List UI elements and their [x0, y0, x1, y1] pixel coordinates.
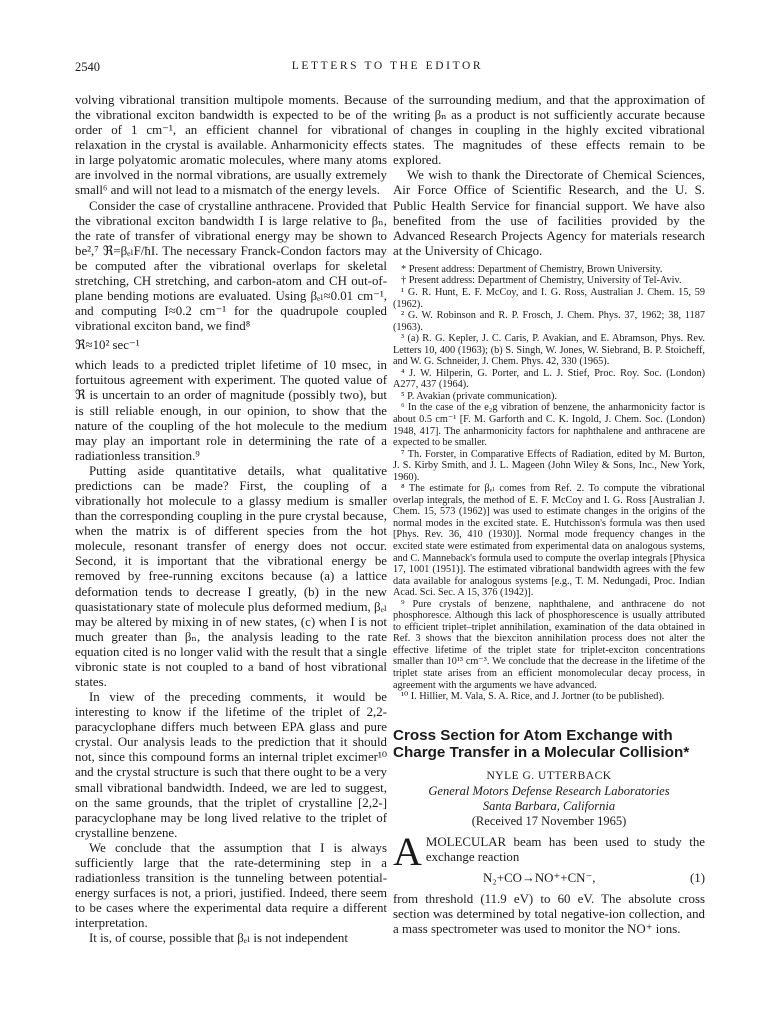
left-column — [75, 93, 387, 946]
page-number: 2540 — [75, 60, 100, 74]
paragraph: Consider the case of crystalline anthracene. Provided that the vibrational exciton bandwidth I is large relative to βₙ, the rate of transfer of vibrational energy may be shown to be²,⁷ ℜ=βₑₗF/ħI. The necessary Franck-Condon factors may be computed after the vibrational overlaps for skeletal stretching, CH stretching, and carbon-atom and CH out-of-plane bending motions are evaluated. Using βₑₗ≈0.01 cm⁻¹, and computing I≈0.2 cm⁻¹ for the quadrupole coupled vibrational exciton band, we find⁸ — [75, 198, 387, 334]
right-column — [393, 93, 705, 937]
footnote: ⁶ In the case of the e₂g vibration of benzene, the anharmonicity factor is about 0.5 cm⁻¹ [F. M. Garforth and C. K. Ingold, J. Chem. Soc. (London) 1948, 417]. The anharmonicity factors for naphthalene and anthracene are expected to be smaller. — [393, 402, 705, 449]
received-date: (Received 17 November 1965) — [471, 813, 627, 828]
footnote: ⁵ P. Avakian (private communication). — [401, 390, 557, 402]
page-header — [75, 60, 700, 76]
footnotes — [393, 264, 705, 703]
article-body: from threshold (11.9 eV) to 60 eV. The absolute cross section was determined by total negative-ion collection, and a mass spectrometer was used to monitor the NO⁺ ions. — [393, 891, 705, 936]
paragraph: In view of the preceding comments, it would be interesting to know if the lifetime of the triplet of 2,2-paracyclophane differs much between EPA glass and pure crystal. Our analysis leads to the prediction that it should not, since this compound forms an internal triplet excimer¹⁰ and the crystal structure is such that there ought to be a very small vibrational bandwidth. Indeed, we are led to suggest, on the same grounds, that the triplet of crystalline [2,2-] paracyclophane may be long lived relative to the triplet of crystalline benzene. — [75, 690, 387, 840]
running-head: LETTERS TO THE EDITOR — [291, 60, 484, 72]
article-affiliation: General Motors Defense Research Laboratories — [428, 783, 670, 798]
equation-number: (1) — [689, 870, 705, 885]
paragraph: It is, of course, possible that βₑₗ is not independent — [89, 931, 348, 946]
article-location: Santa Barbara, California — [482, 798, 616, 813]
paragraph: which leads to a predicted triplet lifetime of 10 msec, in fortuitous agreement with experiment. The quoted value of ℜ is uncertain to an order of magnitude (possibly two), but is still reliable enough, in our opinion, to show that the nature of the coupling of the hot molecule to the medium may play an important role in determining the rate of a radiationless transition.⁹ — [75, 358, 387, 463]
footnote: † Present address: Department of Chemistry, University of Tel-Aviv. — [401, 275, 682, 287]
equation: ℜ≈10² sec⁻¹ — [75, 338, 140, 353]
footnote: ⁹ Pure crystals of benzene, naphthalene, and anthracene do not phosphoresce. Although this lack of phosphorescence is usually attributed to efficient triplet–triplet annihilation, examination of the data obtained in Ref. 3 shows that the biexciton annihilation process does not alter the effective lifetime of the triplet state for triplet-exciton concentrations smaller than 10¹³ cm⁻³. We conclude that the decrease in the lifetime of the triplet state arises from an efficient monomolecular decay process, in agreement with the arguments we have advanced. — [393, 598, 705, 691]
footnote: ³ (a) R. G. Kepler, J. C. Caris, P. Avakian, and E. Abramson, Phys. Rev. Letters 10, 400 (1963); (b) S. Singh, W. Jones, W. Siebrand, B. P. Stoicheff, and W. G. Schneider, J. Chem. Phys. 42, 330 (1965). — [393, 333, 705, 368]
reaction-formula: N₂+CO→NO⁺+CN⁻, — [483, 870, 596, 885]
paragraph: volving vibrational transition multipole moments. Because the vibrational exciton bandwidth is expected to be of the order of 1 cm⁻¹, an efficient channel for vibrational relaxation in the crystal is available. Anharmonicity effects in large polyatomic aromatic molecules, where many atoms are involved in the normal vibrations, are usually extremely small⁶ and will not lead to a mismatch of the energy levels. — [75, 93, 387, 198]
drop-cap: A — [393, 828, 422, 874]
footnote: * Present address: Department of Chemistry, Brown University. — [401, 263, 663, 275]
paragraph: We conclude that the assumption that I is always sufficiently large that the rate-determining step in a radiationless transition is the tunneling between potential-energy surfaces is not, a priori, justified. Indeed, there seem to be cases where the experimental data require a different interpretation. — [75, 840, 387, 931]
footnote: ² G. W. Robinson and R. P. Frosch, J. Chem. Phys. 37, 1962; 38, 1187 (1963). — [393, 310, 705, 333]
article-author: NYLE G. UTTERBACK — [486, 769, 612, 782]
footnote: ¹⁰ I. Hillier, M. Vala, S. A. Rice, and J. Jortner (to be published). — [401, 691, 665, 703]
paragraph: of the surrounding medium, and that the approximation of writing βₙ as a product is not sufficiently accurate because of changes in coupling in the highly excited vibrational states. The magnitudes of these effects remain to be explored. — [393, 93, 705, 168]
footnote: ¹ G. R. Hunt, E. F. McCoy, and I. G. Ross, Australian J. Chem. 15, 59 (1962). — [393, 286, 705, 310]
footnote: ⁷ Th. Forster, in Comparative Effects of Radiation, edited by M. Burton, J. S. Kirby Smith, and J. L. Mageen (John Wiley & Sons, Inc., New York, 1960). — [393, 448, 705, 483]
paragraph: Putting aside quantitative details, what qualitative predictions can be made? First, the coupling of a vibrationally hot molecule to a glassy medium is smaller than the corresponding coupling in the pure crystal because, when the matrix is of different species from the hot molecule, resonant transfer of energy does not occur. Second, it is important that the vibrational energy be removed by free-running excitons because (a) a lattice deformation tends to decrease I greatly, (b) in the new quasistationary state of molecule plus deformed medium, βₑₗ may be altered by mixing in of new states, (c) when I is not much greater than βₙ, the analysis leading to the rate equation cited is no longer valid with the result that a single vibronic state is not coupled to a band of host vibrational states. — [75, 463, 387, 689]
reaction-equation — [393, 871, 705, 886]
acknowledgment: We wish to thank the Directorate of Chemical Sciences, Air Force Office of Scientific Research, and the U. S. Public Health Service for financial support. We have also benefited from the use of facilities provided by the Advanced Research Projects Agency for materials research at the University of Chicago. — [393, 168, 705, 258]
footnote: ⁸ The estimate for βₑₗ comes from Ref. 2. To compute the vibrational overlap integrals, the method of E. F. McCoy and I. G. Ross [Australian J. Chem. 15, 573 (1962)] was used to estimate changes in the origins of the normal modes in the excited state. E. Hutchisson's formula was then used [Phys. Rev. 36, 410 (1930)]. Normal mode frequency changes in the excited state were estimated from experimental data on analogous systems, and C. Manneback's formula used to compute the overlap integrals [Physica 17, 1001 (1951)]. The estimated vibrational bandwidth agrees with the few data available for analogous systems [e.g., T. M. Nedungadi, Proc. Indian Acad. Sci. Sec. A 15, 376 (1942)]. — [393, 483, 705, 599]
article-title: Cross Section for Atom Exchange with Charge Transfer in a Molecular Collision* — [393, 726, 690, 761]
article-intro — [393, 828, 705, 874]
intro-text: MOLECULAR beam has been used to study the exchange reaction — [425, 834, 705, 864]
footnote: ⁴ J. W. Hilperin, G. Porter, and L. J. Stief, Proc. Roy. Soc. (London) A277, 437 (1964). — [393, 367, 705, 391]
